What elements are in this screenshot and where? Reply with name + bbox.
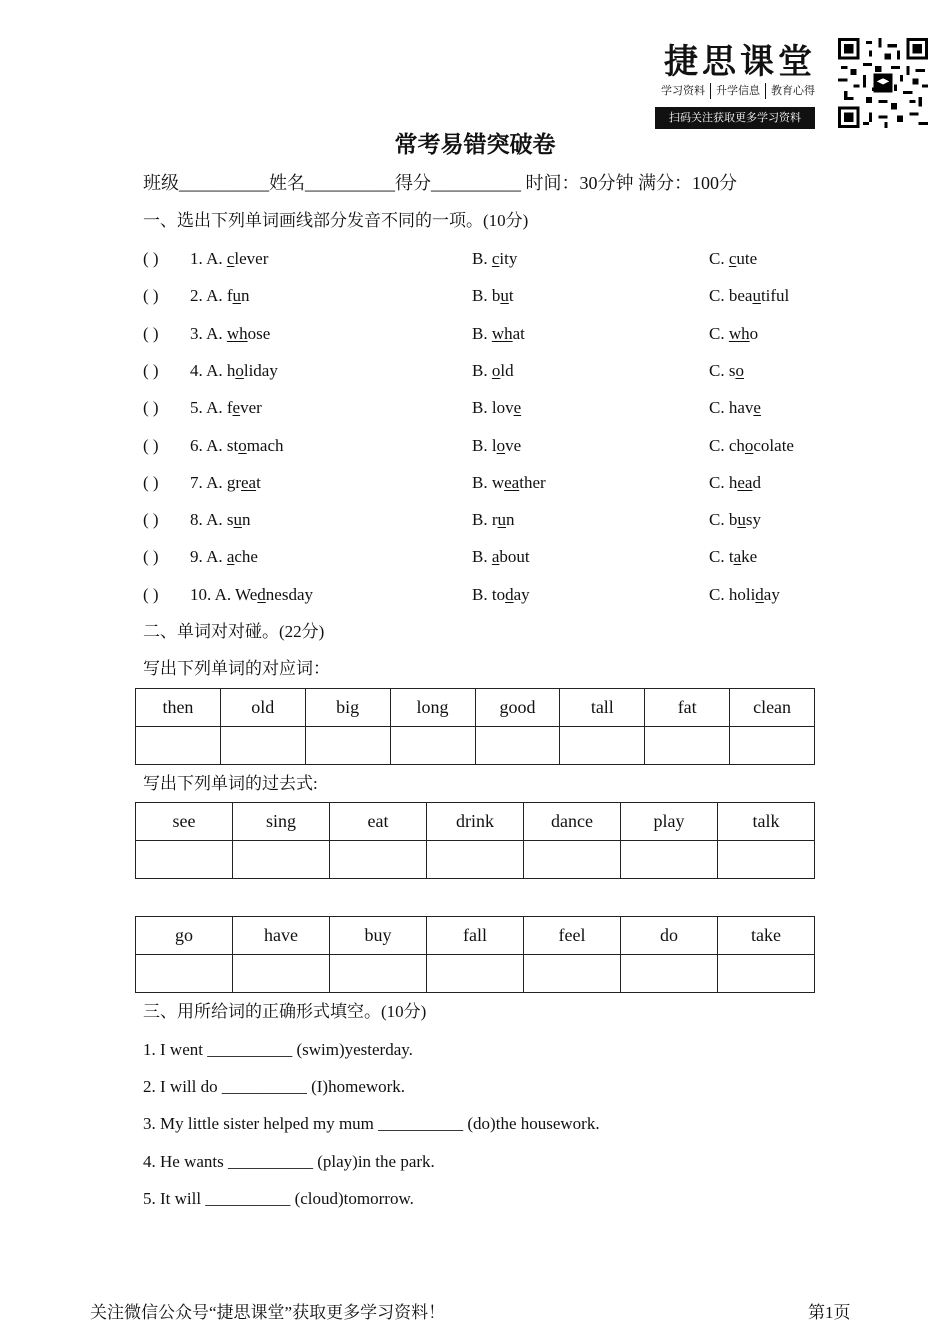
answer-cell[interactable] — [136, 841, 233, 879]
word-part: We — [235, 585, 258, 604]
answer-cell[interactable] — [524, 955, 621, 993]
option-a — [190, 285, 250, 307]
logo-tag: 升学信息 — [716, 84, 760, 97]
underlined-letters: o — [491, 361, 501, 380]
word-cell: go — [136, 917, 233, 955]
question-number: 3. — [190, 324, 203, 343]
answer-cell[interactable] — [427, 955, 524, 993]
option-c — [709, 248, 757, 270]
word-part: ose — [247, 324, 271, 343]
option-c — [709, 546, 757, 568]
answer-cell[interactable] — [233, 841, 330, 879]
underlined-letters: u — [497, 510, 507, 529]
answer-cell[interactable] — [475, 727, 560, 765]
option-letter: A. — [206, 436, 227, 455]
option-c — [709, 323, 758, 345]
underlined-letters: o — [238, 436, 247, 455]
answer-bracket: ( ) — [143, 510, 159, 529]
word-part: ay — [763, 585, 780, 604]
word-part: ther — [519, 473, 546, 492]
word-cell: tall — [560, 689, 645, 727]
answer-cell[interactable] — [621, 955, 718, 993]
word-cell: see — [136, 803, 233, 841]
option-a — [190, 360, 278, 382]
option-c — [709, 435, 794, 457]
fill-blank-item: 2. I will do __________ (I)homework. — [143, 1077, 406, 1096]
word-part: at — [512, 324, 525, 343]
option-letter: A. — [206, 249, 227, 268]
section1-heading: 一、选出下列单词画线部分发音不同的一项。(10分) — [143, 211, 529, 230]
option-letter: A. — [206, 286, 227, 305]
word-cell: do — [621, 917, 718, 955]
question-number: 9. — [190, 547, 203, 566]
question-number: 4. — [190, 361, 203, 380]
option-letter: A. — [206, 510, 227, 529]
answer-cell[interactable] — [330, 841, 427, 879]
question-number: 1. — [190, 249, 203, 268]
underlined-letters: d — [755, 585, 764, 604]
option-letter: B. — [472, 585, 492, 604]
underlined-letters: c — [728, 249, 737, 268]
option-letter: A. — [206, 361, 227, 380]
option-letter: C. — [709, 585, 729, 604]
word-part: che — [234, 547, 258, 566]
question-number: 2. — [190, 286, 203, 305]
option-c — [709, 472, 761, 494]
logo-banner: 扫码关注获取更多学习资料 — [655, 107, 815, 129]
question-number: 10. — [190, 585, 212, 604]
word-part: h — [728, 473, 738, 492]
logo-title: 捷思课堂 — [664, 42, 816, 82]
word-part: nesday — [265, 585, 313, 604]
option-b — [472, 435, 521, 457]
option-letter: A. — [214, 585, 236, 604]
qr-code-icon — [838, 38, 928, 128]
answer-cell[interactable] — [136, 727, 221, 765]
option-b — [472, 360, 514, 382]
answer-cell[interactable] — [136, 955, 233, 993]
underlined-letters: d — [505, 585, 514, 604]
answer-cell[interactable] — [560, 727, 645, 765]
option-a — [190, 584, 313, 606]
underlined-letters: e — [753, 398, 761, 417]
answer-cell[interactable] — [233, 955, 330, 993]
option-letter: B. — [472, 324, 492, 343]
word-part: r — [491, 510, 498, 529]
word-part: st — [226, 436, 239, 455]
word-part: f — [226, 398, 233, 417]
answer-bracket: ( ) — [143, 473, 159, 492]
word-cell: have — [233, 917, 330, 955]
answer-cell[interactable] — [621, 841, 718, 879]
word-part: t — [508, 286, 514, 305]
underlined-letters: a — [491, 547, 500, 566]
option-letter: B. — [472, 473, 492, 492]
underlined-letters: c — [226, 249, 235, 268]
answer-cell[interactable] — [390, 727, 475, 765]
option-letter: B. — [472, 249, 492, 268]
option-c — [709, 584, 780, 606]
option-letter: B. — [472, 361, 492, 380]
word-cell: good — [475, 689, 560, 727]
answer-cell[interactable] — [718, 841, 815, 879]
option-letter: B. — [472, 286, 492, 305]
option-b — [472, 546, 530, 568]
option-letter: B. — [472, 436, 492, 455]
footer-note: 关注微信公众号“捷思课堂”获取更多学习资料！ — [90, 1303, 446, 1322]
document-title: 常考易错突破卷 — [394, 131, 556, 158]
option-a — [190, 472, 261, 494]
word-part: b — [491, 286, 501, 305]
word-part: liday — [243, 361, 278, 380]
answer-bracket: ( ) — [143, 324, 159, 343]
underlined-letters: u — [752, 286, 761, 305]
word-part: ch — [728, 436, 745, 455]
page-number: 第1页 — [808, 1303, 851, 1322]
word-cell: dance — [524, 803, 621, 841]
option-b — [472, 472, 546, 494]
question-number: 8. — [190, 510, 203, 529]
past-tense-table-1 — [135, 802, 815, 879]
word-cell: play — [621, 803, 718, 841]
option-a — [190, 509, 250, 531]
word-cell: drink — [427, 803, 524, 841]
logo-tag: 学习资料 — [661, 84, 705, 97]
question-number: 7. — [190, 473, 203, 492]
underlined-letters: u — [737, 510, 746, 529]
word-cell: fat — [645, 689, 730, 727]
underlined-letters: o — [744, 436, 754, 455]
underlined-letters: ea — [504, 473, 520, 492]
word-part: ld — [500, 361, 514, 380]
underlined-letters: ea — [737, 473, 753, 492]
answer-cell[interactable] — [305, 727, 390, 765]
fill-blank-item: 3. My little sister helped my mum __________ (do)the housework. — [143, 1114, 600, 1133]
answer-bracket: ( ) — [143, 398, 159, 417]
word-part: s — [728, 361, 736, 380]
word-cell: talk — [718, 803, 815, 841]
answer-cell[interactable] — [427, 841, 524, 879]
word-part: n — [506, 510, 515, 529]
option-letter: B. — [472, 547, 492, 566]
underlined-letters: a — [226, 547, 235, 566]
word-part: colate — [753, 436, 794, 455]
option-letter: C. — [709, 286, 729, 305]
word-part: n — [241, 510, 251, 529]
word-cell: buy — [330, 917, 427, 955]
section2-heading: 二、单词对对碰。(22分) — [143, 622, 325, 641]
word-part: ke — [741, 547, 758, 566]
option-letter: A. — [206, 324, 227, 343]
option-letter: C. — [709, 473, 729, 492]
underlined-letters: o — [235, 361, 244, 380]
word-part: n — [241, 286, 250, 305]
word-part: sy — [745, 510, 761, 529]
word-part: bea — [728, 286, 753, 305]
option-b — [472, 584, 530, 606]
word-part: l — [491, 436, 497, 455]
answer-cell[interactable] — [730, 727, 815, 765]
option-letter: C. — [709, 510, 729, 529]
word-part: w — [491, 473, 505, 492]
underlined-letters: ea — [241, 473, 257, 492]
question-number: 6. — [190, 436, 203, 455]
option-c — [709, 285, 789, 307]
past-tense-table-2 — [135, 916, 815, 993]
section3-heading: 三、用所给词的正确形式填空。(10分) — [143, 1002, 427, 1021]
section2-sub1: 写出下列单词的对应词： — [143, 659, 330, 678]
underlined-letters: o — [496, 436, 506, 455]
option-letter: C. — [709, 398, 729, 417]
option-letter: A. — [206, 398, 227, 417]
underlined-letters: u — [233, 510, 242, 529]
underlined-letters: d — [257, 585, 266, 604]
option-c — [709, 509, 761, 531]
word-part: lever — [234, 249, 269, 268]
word-part: ute — [736, 249, 758, 268]
word-part: ay — [513, 585, 530, 604]
underlined-letters: o — [735, 361, 744, 380]
underlined-letters: wh — [226, 324, 248, 343]
answer-bracket: ( ) — [143, 286, 159, 305]
word-cell: feel — [524, 917, 621, 955]
answer-cell[interactable] — [718, 955, 815, 993]
word-cell: sing — [233, 803, 330, 841]
option-letter: A. — [206, 473, 227, 492]
option-letter: C. — [709, 249, 729, 268]
option-letter: C. — [709, 324, 729, 343]
logo-tags — [656, 82, 820, 99]
answer-bracket: ( ) — [143, 436, 159, 455]
word-part: t — [728, 547, 734, 566]
underlined-letters: e — [513, 398, 522, 417]
word-part: s — [226, 510, 234, 529]
option-b — [472, 397, 521, 419]
underlined-letters: wh — [728, 324, 750, 343]
word-part: b — [728, 510, 738, 529]
option-c — [709, 360, 744, 382]
word-cell: old — [220, 689, 305, 727]
answer-cell[interactable] — [330, 955, 427, 993]
word-part: t — [256, 473, 261, 492]
word-part: ve — [505, 436, 522, 455]
answer-cell[interactable] — [524, 841, 621, 879]
option-b — [472, 248, 517, 270]
underlined-letters: a — [733, 547, 742, 566]
word-cell: clean — [730, 689, 815, 727]
option-letter: C. — [709, 436, 729, 455]
answer-bracket: ( ) — [143, 547, 159, 566]
student-info-line: 班级__________姓名__________得分__________ 时间：30分钟 满分：100分 — [143, 173, 737, 193]
option-a — [190, 546, 258, 568]
option-letter: A. — [206, 547, 227, 566]
option-letter: C. — [709, 547, 729, 566]
underlined-letters: e — [232, 398, 241, 417]
option-b — [472, 323, 525, 345]
word-part: mach — [246, 436, 284, 455]
option-b — [472, 509, 515, 531]
word-cell: then — [136, 689, 221, 727]
fill-blank-item: 1. I went __________ (swim)yesterday. — [143, 1040, 413, 1059]
word-part: hav — [728, 398, 754, 417]
question-number: 5. — [190, 398, 203, 417]
word-part: ver — [240, 398, 262, 417]
word-part: bout — [499, 547, 530, 566]
option-a — [190, 397, 262, 419]
option-b — [472, 285, 514, 307]
option-a — [190, 435, 284, 457]
opposites-table — [135, 688, 815, 765]
answer-cell[interactable] — [220, 727, 305, 765]
word-cell: fall — [427, 917, 524, 955]
option-letter: C. — [709, 361, 729, 380]
option-a — [190, 323, 270, 345]
word-cell: eat — [330, 803, 427, 841]
word-part: lov — [491, 398, 514, 417]
answer-cell[interactable] — [645, 727, 730, 765]
word-part: gr — [226, 473, 242, 492]
option-letter: B. — [472, 398, 492, 417]
word-part: holi — [728, 585, 756, 604]
answer-bracket: ( ) — [143, 249, 159, 268]
word-part: o — [749, 324, 759, 343]
underlined-letters: u — [500, 286, 509, 305]
word-cell: take — [718, 917, 815, 955]
option-a — [190, 248, 268, 270]
option-letter: B. — [472, 510, 492, 529]
word-part: ity — [499, 249, 518, 268]
word-part: h — [226, 361, 236, 380]
word-part: d — [752, 473, 761, 492]
fill-blank-item: 4. He wants __________ (play)in the park. — [143, 1152, 435, 1171]
section2-sub2: 写出下列单词的过去式: — [143, 774, 318, 793]
logo-tag: 教育心得 — [771, 84, 815, 97]
word-part: f — [226, 286, 233, 305]
underlined-letters: c — [491, 249, 500, 268]
fill-blank-item: 5. It will __________ (cloud)tomorrow. — [143, 1189, 414, 1208]
underlined-letters: wh — [491, 324, 513, 343]
answer-bracket: ( ) — [143, 585, 159, 604]
word-cell: big — [305, 689, 390, 727]
underlined-letters: u — [232, 286, 242, 305]
word-part: tiful — [760, 286, 790, 305]
answer-bracket: ( ) — [143, 361, 159, 380]
word-part: to — [491, 585, 506, 604]
word-cell: long — [390, 689, 475, 727]
option-c — [709, 397, 761, 419]
